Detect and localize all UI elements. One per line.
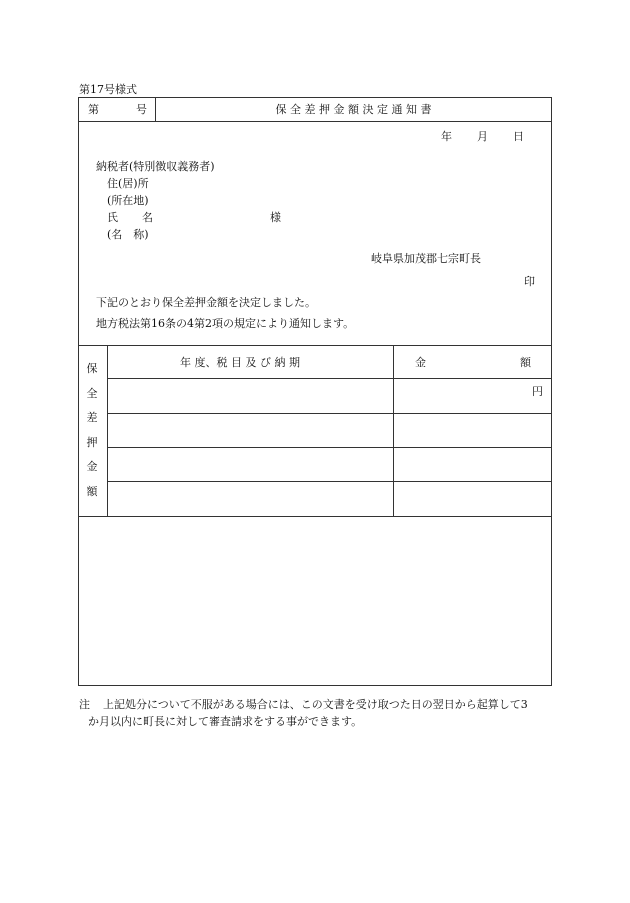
date-day: 日	[513, 130, 524, 143]
name-label-first: 氏	[107, 211, 118, 224]
amount-header-left: 金	[415, 356, 426, 369]
side-label-char: 差	[86, 411, 98, 424]
header-divider	[78, 121, 552, 122]
table-header-divider	[107, 378, 552, 379]
number-label: 第	[88, 103, 99, 116]
side-label-char: 保	[86, 362, 98, 375]
side-label-char: 金	[86, 460, 98, 473]
date-month: 月	[477, 130, 488, 143]
date-year: 年	[441, 130, 452, 143]
name-label-second: 名	[142, 211, 153, 224]
side-label-char: 全	[86, 386, 98, 400]
side-label-char: 額	[86, 484, 98, 498]
side-label-char: 押	[86, 435, 98, 449]
currency-unit: 円	[532, 385, 543, 398]
issuer-name: 岐阜県加茂郡七宗町長	[371, 252, 481, 265]
body-line-1: 下記のとおり保全差押金額を決定しました。	[96, 296, 316, 309]
address-label: 住(居)所	[107, 177, 149, 190]
location-label: (所在地)	[107, 194, 149, 207]
footnote-line-1: 上記処分について不服がある場合には、この文書を受け取つた日の翌日から起算して3	[103, 698, 528, 711]
table-bottom-border	[78, 516, 552, 517]
form-frame	[78, 97, 552, 686]
body-line-2: 地方税法第16条の4第2項の規定により通知します。	[96, 317, 355, 330]
number-suffix: 号	[136, 103, 147, 116]
honorific: 様	[270, 211, 281, 224]
taxpayer-label: 納税者(特別徴収義務者)	[96, 160, 215, 173]
table-side-divider	[107, 345, 108, 516]
table-row-divider	[107, 447, 552, 448]
document-title: 保 全 差 押 金 額 決 定 通 知 書	[275, 103, 432, 116]
table-amount-divider	[393, 345, 394, 516]
table-side-label	[80, 357, 104, 504]
period-column-header: 年 度、税 目 及 び 納 期	[180, 356, 300, 369]
footnote-label: 注	[79, 698, 90, 711]
name-alt-label: (名 称)	[107, 228, 149, 241]
seal-mark: 印	[524, 275, 535, 288]
table-row-divider	[107, 481, 552, 482]
form-number: 第17号様式	[79, 83, 137, 96]
footnote-line-2: か月以内に町長に対して審査請求をする事ができます。	[88, 715, 363, 728]
table-row-divider	[107, 413, 552, 414]
table-top-border	[78, 345, 552, 346]
amount-header-right: 額	[520, 356, 531, 369]
